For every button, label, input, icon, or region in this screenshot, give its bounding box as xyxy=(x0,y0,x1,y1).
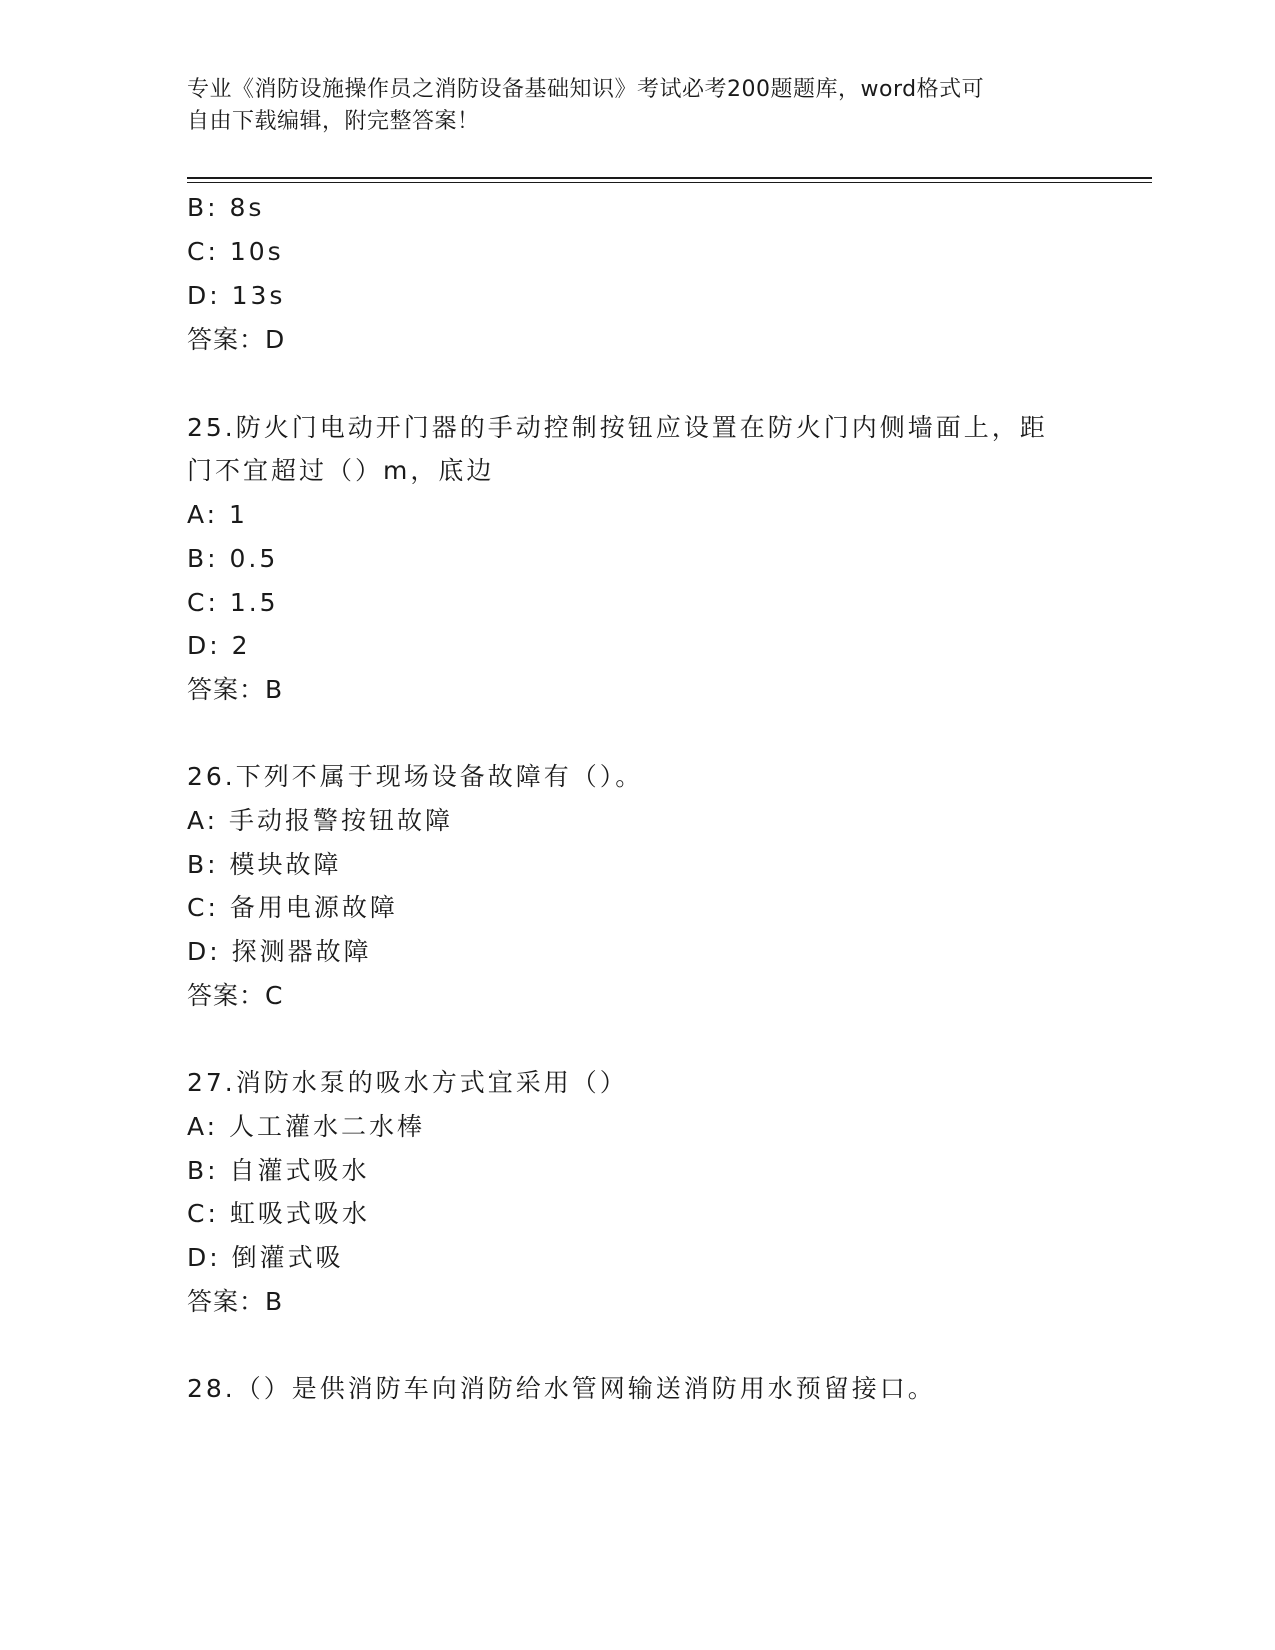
q25-option-c: C: 1.5 xyxy=(187,588,279,617)
q24-option-c: C: 10s xyxy=(187,237,284,266)
q24-option-d: D: 13s xyxy=(187,281,286,310)
q27-option-d: D: 倒灌式吸 xyxy=(187,1243,344,1272)
q25-answer: 答案：B xyxy=(187,675,284,704)
q28-stem-line-1: 28.（）是供消防车向消防给水管网输送消防用水预留接口。 xyxy=(187,1374,936,1403)
header-divider-thick xyxy=(187,177,1152,179)
q26-stem-line-1: 26.下列不属于现场设备故障有（）。 xyxy=(187,762,644,791)
header-line-1: 专业《消防设施操作员之消防设备基础知识》考试必考200题题库，word格式可 xyxy=(187,77,985,102)
q27-option-c: C: 虹吸式吸水 xyxy=(187,1199,370,1228)
q25-stem-line-2: 门不宜超过（）m，底边 xyxy=(187,456,495,485)
q26-option-d: D: 探测器故障 xyxy=(187,937,372,966)
header-line-2: 自由下载编辑，附完整答案！ xyxy=(187,109,480,134)
q25-option-b: B: 0.5 xyxy=(187,544,279,573)
q24-option-b: B: 8s xyxy=(187,193,265,222)
q27-option-a: A: 人工灌水二水棒 xyxy=(187,1112,426,1141)
q27-stem-line-1: 27.消防水泵的吸水方式宜采用（） xyxy=(187,1068,628,1097)
header-divider-thin xyxy=(187,182,1152,183)
q26-answer: 答案：C xyxy=(187,981,284,1010)
q24-answer: 答案：D xyxy=(187,325,286,354)
q26-option-b: B: 模块故障 xyxy=(187,850,342,879)
q27-answer: 答案：B xyxy=(187,1287,284,1316)
q25-stem-line-1: 25.防火门电动开门器的手动控制按钮应设置在防火门内侧墙面上，距 xyxy=(187,413,1048,442)
q26-option-a: A: 手动报警按钮故障 xyxy=(187,806,454,835)
document-header xyxy=(187,74,1067,138)
q27-option-b: B: 自灌式吸水 xyxy=(187,1156,370,1185)
q25-option-a: A: 1 xyxy=(187,500,248,529)
q26-option-c: C: 备用电源故障 xyxy=(187,893,398,922)
q25-option-d: D: 2 xyxy=(187,631,251,660)
